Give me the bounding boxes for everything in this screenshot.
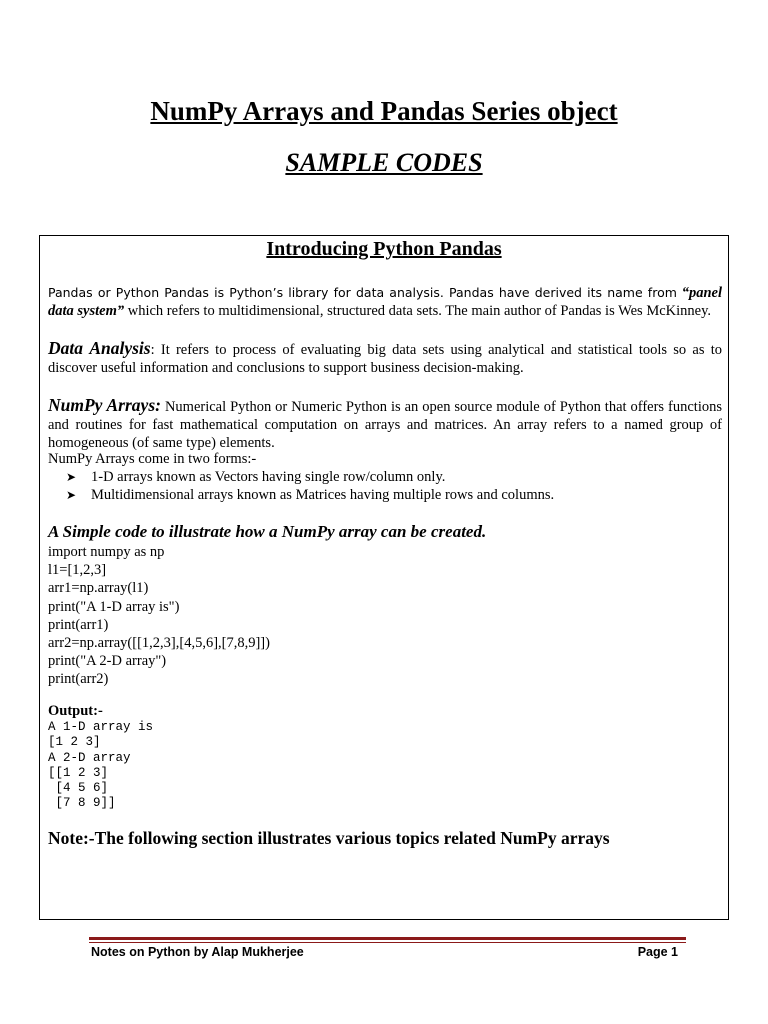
list-item: ➤ Multidimensional arrays known as Matrices having multiple rows and columns.: [66, 487, 555, 503]
forms-line: NumPy Arrays come in two forms:-: [48, 451, 257, 467]
code-line: print(arr1): [48, 616, 109, 633]
data-analysis-paragraph: [48, 339, 722, 377]
footer-rule: [89, 937, 686, 940]
document-subtitle: SAMPLE CODES: [285, 148, 483, 177]
intro-paragraph: [48, 284, 722, 320]
output-line: [[1 2 3]: [48, 765, 109, 780]
code-line: print(arr2): [48, 671, 109, 688]
intro-emphasis: “panel data system”: [48, 285, 723, 319]
code-line: print("A 2-D array"): [48, 653, 167, 670]
output-label: Output:-: [48, 703, 103, 719]
data-analysis-text: : It refers to process of evaluating big data sets using analytical and statistical tools so as to discover useful information and conclusions to support business decision-making.: [48, 342, 722, 376]
code-line: print("A 1-D array is"): [48, 598, 180, 615]
code-line: arr2=np.array([[1,2,3],[4,5,6],[7,8,9]]): [48, 635, 270, 652]
code-block: [48, 543, 270, 689]
output-block: [48, 720, 153, 812]
section-heading: Introducing Python Pandas: [266, 238, 502, 260]
code-heading: A Simple code to illustrate how a NumPy array can be created.: [48, 522, 487, 541]
code-line: l1=[1,2,3]: [48, 562, 107, 579]
numpy-text: Numerical Python or Numeric Python is an open source module of Python that offers functions and routines for fast mathematical computation on arrays and matrices. An array refers to a named group of homogeneous (of same type) elements.: [48, 399, 722, 451]
forms-list: [66, 468, 554, 504]
footer-author: Notes on Python by Alap Mukherjee: [91, 945, 304, 959]
output-line: [1 2 3]: [48, 735, 101, 750]
output-line: [7 8 9]]: [48, 796, 116, 811]
numpy-term: NumPy Arrays:: [48, 395, 161, 415]
data-analysis-term: Data Analysis: [48, 338, 151, 358]
page-number: Page 1: [637, 945, 678, 959]
output-line: A 1-D array is: [48, 720, 154, 734]
footer-rule-thin: [89, 942, 686, 943]
intro-rest: which refers to multidimensional, structured data sets. The main author of Pandas is Wes McKinney.: [127, 303, 712, 319]
output-line: [4 5 6]: [48, 781, 109, 796]
output-line: A 2-D array: [48, 750, 131, 765]
document-title: NumPy Arrays and Pandas Series object: [150, 96, 618, 126]
note-line: Note:-The following section illustrates various topics related NumPy arrays: [48, 828, 610, 848]
intro-text: Pandas or Python Pandas is Python’s library for data analysis. Pandas have derived its name from: [48, 285, 677, 300]
code-line: import numpy as np: [48, 544, 165, 560]
list-item: ➤ 1-D arrays known as Vectors having single row/column only.: [66, 469, 446, 485]
arrowhead-bullet-icon: ➤: [66, 470, 77, 484]
arrowhead-bullet-icon: ➤: [66, 488, 77, 502]
numpy-paragraph: [48, 396, 722, 452]
content-box: [39, 235, 729, 920]
code-line: arr1=np.array(l1): [48, 580, 149, 597]
